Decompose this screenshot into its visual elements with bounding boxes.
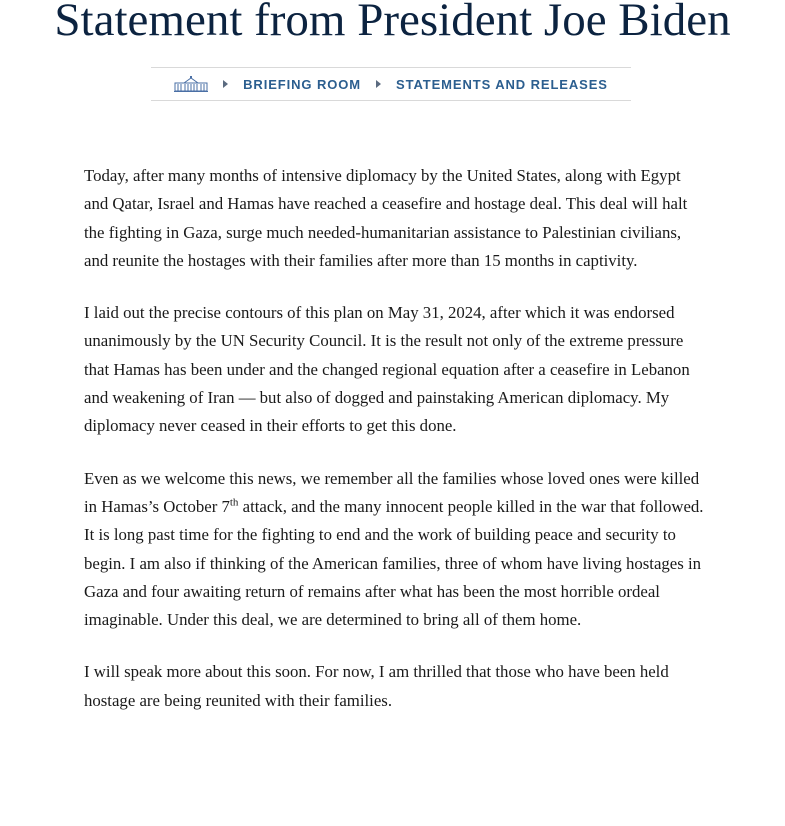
breadcrumb bbox=[151, 67, 631, 101]
paragraph-3-part-2: attack, and the many innocent people killed in the war that followed. It is long past time for the fighting to end and the work of building peace and security to begin. I am also if thinking of the American families, three of whom have living hostages in Gaza and four awaiting return of remains after what has been the most horrible ordeal imaginable. Under this deal, we are determined to bring all of them home. bbox=[84, 496, 704, 630]
paragraph-4: I will speak more about this soon. For now, I am thrilled that those who have been held hostage are being reunited with their families. bbox=[84, 662, 669, 710]
paragraph-1: Today, after many months of intensive diplomacy by the United States, along with Egypt and Qatar, Israel and Hamas have reached a ceasefire and hostage deal. This deal will halt the fighting in Gaza, surge much needed-humanitarian assistance to Palestinian civilians, and reunite the hostages with their families after more than 15 months in captivity. bbox=[84, 166, 688, 270]
page-title: Statement from President Joe Biden bbox=[54, 0, 731, 46]
paragraph-3-part-1: Even as we welcome this news, we remember all the families whose loved ones were killed in Hamas’s October 7 bbox=[84, 468, 700, 516]
chevron-right-icon bbox=[376, 80, 381, 88]
chevron-right-icon bbox=[223, 80, 228, 88]
breadcrumb-statements-and-releases[interactable]: STATEMENTS AND RELEASES bbox=[396, 76, 608, 92]
paragraph-2: I laid out the precise contours of this plan on May 31, 2024, after which it was endorsed unanimously by the UN Security Council. It is the result not only of the extreme pressure that Hamas has been under and the changed regional equation after a ceasefire in Lebanon and weakening of Iran — but also of dogged and painstaking American diplomacy. My diplomacy never ceased in their efforts to get this done. bbox=[84, 303, 690, 436]
paragraph-3 bbox=[84, 465, 709, 635]
white-house-icon[interactable] bbox=[174, 76, 208, 92]
ordinal-suffix: th bbox=[229, 496, 239, 509]
breadcrumb-briefing-room[interactable]: BRIEFING ROOM bbox=[243, 76, 361, 92]
article-body bbox=[84, 162, 709, 739]
